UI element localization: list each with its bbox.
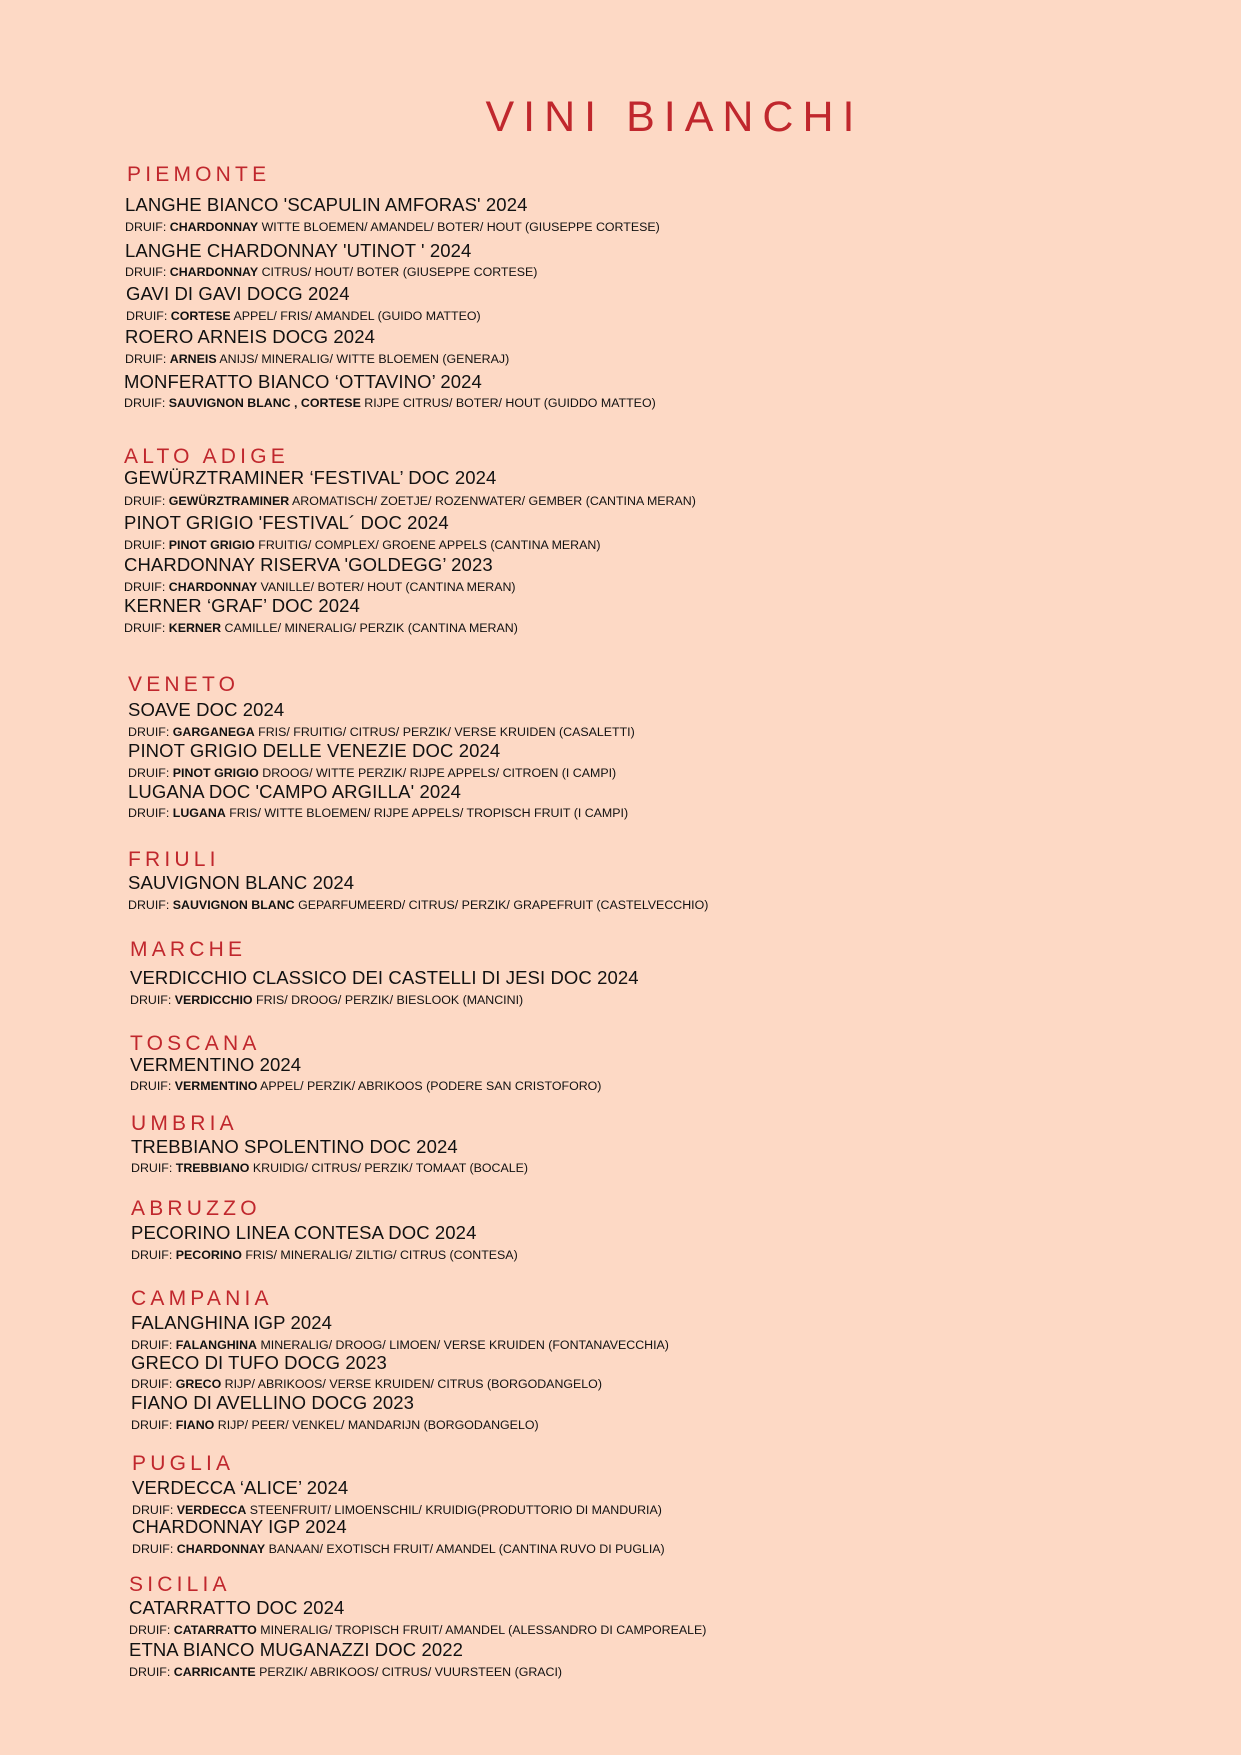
grape-variety: FIANO (175, 1418, 215, 1432)
region-heading-umbria: UMBRIA (131, 1112, 238, 1135)
grape-variety: GARGANEGA (172, 725, 255, 739)
druif-label: DRUIF: (129, 1623, 171, 1637)
grape-variety: PECORINO (175, 1248, 242, 1262)
grape-variety: SAUVIGNON BLANC , CORTESE (168, 396, 361, 410)
wine-details (131, 1419, 539, 1431)
tasting-notes: FRIS/ DROOG/ PERZIK/ BIESLOOK (MANCINI) (256, 993, 524, 1007)
wine-name: SOAVE DOC 2024 (128, 699, 285, 720)
wine-name: GAVI DI GAVI DOCG 2024 (126, 283, 350, 304)
druif-label: DRUIF: (124, 396, 166, 410)
wine-details (132, 1543, 665, 1555)
region-heading-alto-adige: ALTO ADIGE (124, 445, 289, 468)
grape-variety: SAUVIGNON BLANC (172, 898, 295, 912)
grape-variety: GRECO (175, 1377, 222, 1391)
druif-label: DRUIF: (132, 1542, 174, 1556)
wine-details (128, 726, 635, 738)
wine-details (128, 807, 628, 819)
druif-label: DRUIF: (128, 806, 170, 820)
wine-name: PINOT GRIGIO DELLE VENEZIE DOC 2024 (128, 740, 501, 761)
tasting-notes: BANAAN/ EXOTISCH FRUIT/ AMANDEL (CANTINA RUVO DI PUGLIA) (268, 1542, 665, 1556)
wine-name: VERMENTINO 2024 (130, 1054, 302, 1075)
druif-label: DRUIF: (124, 580, 166, 594)
druif-label: DRUIF: (130, 1079, 172, 1093)
grape-variety: CHARDONNAY (176, 1542, 266, 1556)
grape-variety: CHARDONNAY (169, 220, 259, 234)
wine-name: FALANGHINA IGP 2024 (131, 1312, 333, 1333)
druif-label: DRUIF: (131, 1248, 173, 1262)
tasting-notes: AROMATISCH/ ZOETJE/ ROZENWATER/ GEMBER (CANTINA MERAN) (291, 494, 696, 508)
tasting-notes: RIJP/ ABRIKOOS/ VERSE KRUIDEN/ CITRUS (BORGODANGELO) (224, 1377, 602, 1391)
wine-details (129, 1624, 706, 1636)
region-heading-abruzzo: ABRUZZO (131, 1197, 261, 1220)
wine-details (124, 397, 656, 409)
druif-label: DRUIF: (129, 1665, 171, 1679)
wine-name: LUGANA DOC 'CAMPO ARGILLA' 2024 (128, 781, 462, 802)
wine-name: MONFERATTO BIANCO ‘OTTAVINO’ 2024 (124, 371, 482, 392)
wine-details (131, 1162, 528, 1174)
druif-label: DRUIF: (128, 766, 170, 780)
tasting-notes: DROOG/ WITTE PERZIK/ RIJPE APPELS/ CITROEN (I CAMPI) (262, 766, 617, 780)
tasting-notes: GEPARFUMEERD/ CITRUS/ PERZIK/ GRAPEFRUIT (CASTELVECCHIO) (298, 898, 709, 912)
grape-variety: PINOT GRIGIO (172, 766, 259, 780)
druif-label: DRUIF: (128, 898, 170, 912)
druif-label: DRUIF: (124, 538, 166, 552)
wine-details (132, 1504, 662, 1516)
tasting-notes: PERZIK/ ABRIKOOS/ CITRUS/ VUURSTEEN (GRACI) (259, 1665, 563, 1679)
wine-name: LANGHE CHARDONNAY 'UTINOT ' 2024 (125, 240, 472, 261)
tasting-notes: VANILLE/ BOTER/ HOUT (CANTINA MERAN) (260, 580, 516, 594)
grape-variety: FALANGHINA (175, 1338, 257, 1352)
wine-name: GEWÜRZTRAMINER ‘FESTIVAL’ DOC 2024 (124, 467, 497, 488)
grape-variety: LUGANA (172, 806, 226, 820)
grape-variety: GEWÜRZTRAMINER (168, 494, 290, 508)
druif-label: DRUIF: (125, 265, 167, 279)
druif-label: DRUIF: (131, 1161, 173, 1175)
tasting-notes: FRUITIG/ COMPLEX/ GROENE APPELS (CANTINA MERAN) (258, 538, 601, 552)
tasting-notes: STEENFRUIT/ LIMOENSCHIL/ KRUIDIG(PRODUTTORIO DI MANDURIA) (249, 1503, 662, 1517)
wine-name: TREBBIANO SPOLENTINO DOC 2024 (131, 1136, 458, 1157)
wine-details (128, 767, 616, 779)
wine-details (131, 1249, 518, 1261)
grape-variety: CHARDONNAY (168, 580, 258, 594)
tasting-notes: KRUIDIG/ CITRUS/ PERZIK/ TOMAAT (BOCALE) (252, 1161, 529, 1175)
wine-details (129, 1666, 562, 1678)
region-heading-sicilia: SICILIA (129, 1573, 231, 1596)
grape-variety: CATARRATTO (173, 1623, 257, 1637)
region-heading-puglia: PUGLIA (132, 1452, 235, 1475)
region-heading-marche: MARCHE (130, 938, 247, 961)
tasting-notes: FRIS/ MINERALIG/ ZILTIG/ CITRUS (CONTESA) (245, 1248, 518, 1262)
tasting-notes: MINERALIG/ DROOG/ LIMOEN/ VERSE KRUIDEN (FONTANAVECCHIA) (260, 1338, 669, 1352)
page-title: VINI BIANCHI (485, 93, 864, 141)
druif-label: DRUIF: (132, 1503, 174, 1517)
tasting-notes: RIJP/ PEER/ VENKEL/ MANDARIJN (BORGODANGELO) (217, 1418, 539, 1432)
tasting-notes: APPEL/ FRIS/ AMANDEL (GUIDO MATTEO) (233, 309, 481, 323)
grape-variety: TREBBIANO (175, 1161, 250, 1175)
wine-name: LANGHE BIANCO 'SCAPULIN AMFORAS' 2024 (125, 194, 528, 215)
tasting-notes: RIJPE CITRUS/ BOTER/ HOUT (GUIDDO MATTEO) (364, 396, 656, 410)
grape-variety: PINOT GRIGIO (168, 538, 255, 552)
tasting-notes: FRIS/ WITTE BLOEMEN/ RIJPE APPELS/ TROPISCH FRUIT (I CAMPI) (229, 806, 629, 820)
grape-variety: VERDECCA (176, 1503, 247, 1517)
druif-label: DRUIF: (128, 725, 170, 739)
region-heading-veneto: VENETO (128, 673, 240, 696)
wine-details (126, 310, 481, 322)
wine-name: CATARRATTO DOC 2024 (129, 1597, 345, 1618)
grape-variety: CARRICANTE (173, 1665, 256, 1679)
wine-details (125, 353, 509, 365)
druif-label: DRUIF: (125, 220, 167, 234)
wine-name: KERNER ‘GRAF’ DOC 2024 (124, 595, 360, 616)
tasting-notes: CITRUS/ HOUT/ BOTER (GIUSEPPE CORTESE) (261, 265, 538, 279)
druif-label: DRUIF: (131, 1338, 173, 1352)
druif-label: DRUIF: (125, 352, 167, 366)
wine-details (125, 266, 537, 278)
wine-name: CHARDONNAY IGP 2024 (132, 1516, 347, 1537)
region-heading-campania: CAMPANIA (131, 1287, 273, 1310)
wine-details (124, 539, 600, 551)
druif-label: DRUIF: (126, 309, 168, 323)
tasting-notes: FRIS/ FRUITIG/ CITRUS/ PERZIK/ VERSE KRUIDEN (CASALETTI) (258, 725, 635, 739)
wine-name: VERDECCA ‘ALICE’ 2024 (132, 1477, 349, 1498)
druif-label: DRUIF: (131, 1377, 173, 1391)
grape-variety: CHARDONNAY (169, 265, 259, 279)
grape-variety: CORTESE (170, 309, 231, 323)
wine-details (130, 1080, 601, 1092)
tasting-notes: WITTE BLOEMEN/ AMANDEL/ BOTER/ HOUT (GIUSEPPE CORTESE) (261, 220, 660, 234)
wine-name: ETNA BIANCO MUGANAZZI DOC 2022 (129, 1639, 464, 1660)
grape-variety: VERDICCHIO (174, 993, 253, 1007)
tasting-notes: APPEL/ PERZIK/ ABRIKOOS (PODERE SAN CRISTOFORO) (260, 1079, 602, 1093)
wine-details (131, 1339, 669, 1351)
wine-details (124, 622, 518, 634)
region-heading-friuli: FRIULI (128, 848, 220, 871)
wine-name: ROERO ARNEIS DOCG 2024 (125, 326, 375, 347)
grape-variety: VERMENTINO (174, 1079, 258, 1093)
tasting-notes: CAMILLE/ MINERALIG/ PERZIK (CANTINA MERAN) (224, 621, 518, 635)
wine-details (128, 899, 708, 911)
tasting-notes: MINERALIG/ TROPISCH FRUIT/ AMANDEL (ALESSANDRO DI CAMPOREALE) (260, 1623, 707, 1637)
wine-name: CHARDONNAY RISERVA 'GOLDEGG’ 2023 (124, 554, 493, 575)
grape-variety: KERNER (168, 621, 222, 635)
wine-name: FIANO DI AVELLINO DOCG 2023 (131, 1392, 415, 1413)
druif-label: DRUIF: (131, 1418, 173, 1432)
druif-label: DRUIF: (130, 993, 172, 1007)
region-heading-toscana: TOSCANA (130, 1032, 261, 1055)
druif-label: DRUIF: (124, 621, 166, 635)
region-heading-piemonte: PIEMONTE (127, 163, 271, 186)
wine-name: VERDICCHIO CLASSICO DEI CASTELLI DI JESI DOC 2024 (130, 967, 639, 988)
tasting-notes: ANIJS/ MINERALIG/ WITTE BLOEMEN (GENERAJ) (219, 352, 510, 366)
wine-details (130, 994, 523, 1006)
wine-details (131, 1378, 602, 1390)
druif-label: DRUIF: (124, 494, 166, 508)
wine-name: GRECO DI TUFO DOCG 2023 (131, 1352, 387, 1373)
wine-details (124, 581, 516, 593)
wine-details (124, 495, 696, 507)
grape-variety: ARNEIS (169, 352, 217, 366)
wine-name: SAUVIGNON BLANC 2024 (128, 872, 355, 893)
wine-name: PECORINO LINEA CONTESA DOC 2024 (131, 1222, 477, 1243)
wine-details (125, 221, 660, 233)
wine-name: PINOT GRIGIO 'FESTIVAL´ DOC 2024 (124, 512, 449, 533)
